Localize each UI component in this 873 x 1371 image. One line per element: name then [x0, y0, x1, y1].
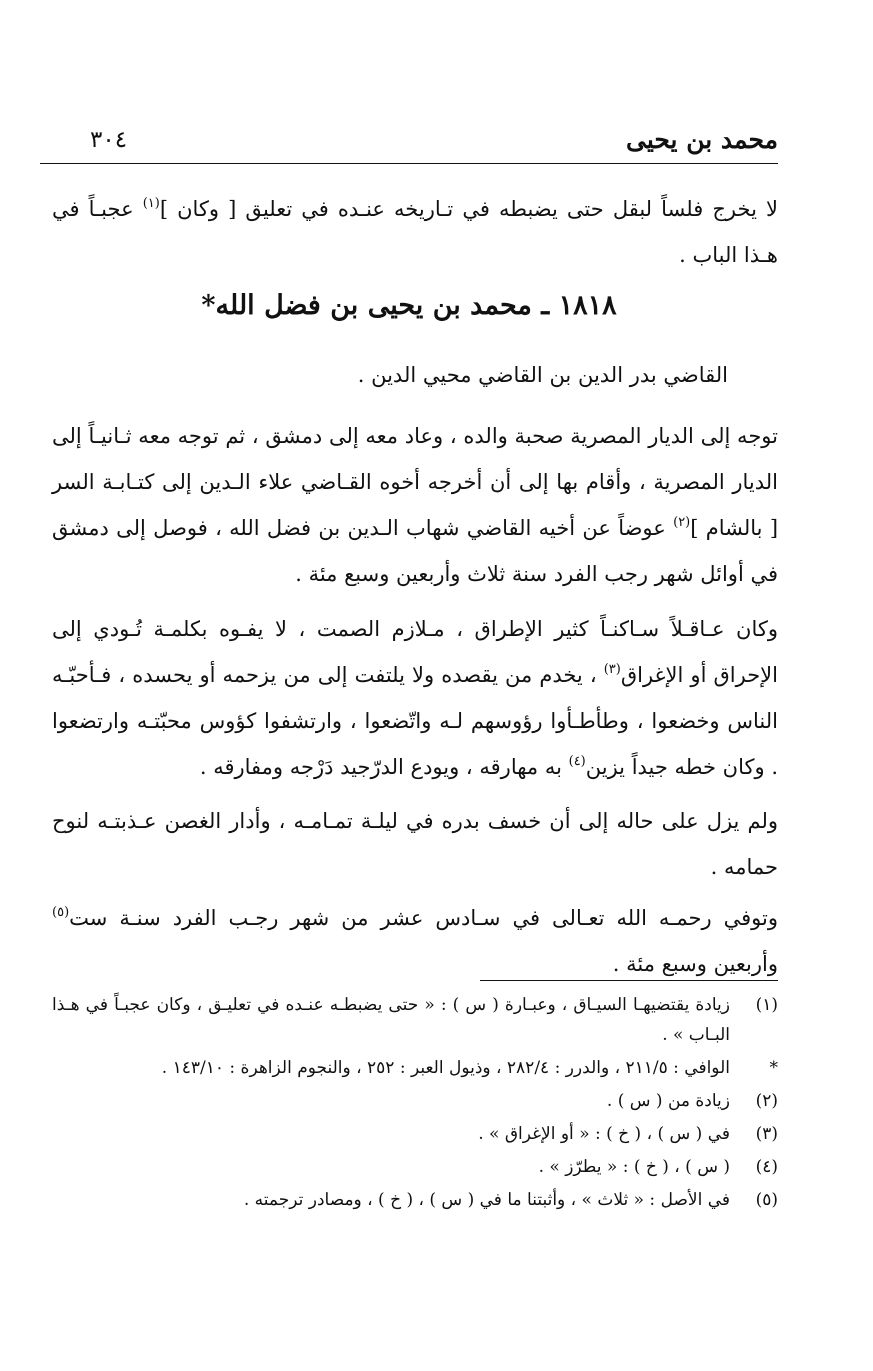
text-run: وأربعين وسبع مئة . [612, 952, 778, 976]
footnote-mark: (٤) [755, 1157, 778, 1177]
footnote-mark: (٣) [755, 1124, 778, 1144]
footnote-mark: (١) [755, 995, 778, 1015]
text-run: به مهارقه ، ويودع الدرّجيد دَرْجه ومفارقه . [199, 755, 569, 779]
footnote-ref: (١) [142, 196, 160, 211]
text-run: توجه إلى الديار المصرية صحبة والده ، وعاد معه إلى دمشق ، ثم توجه معه ثـانيـاً إلى الديار المصرية ، وأقام بها إلى أن أخرجه أخوه القـاضي علاء الـدين إلى كتـابـة السر [ بالشام ] [52, 424, 779, 540]
footnote [52, 1185, 778, 1215]
footnote [52, 1053, 778, 1083]
paragraph-3: ولم يزل على حاله إلى أن خسف بدره في ليلـة تمـامـه ، وأدار الغصن عـذبتـه لنوح حمامه . [52, 809, 778, 879]
text-run: عجبـاً في هـذا الباب . [52, 197, 778, 267]
text-run: ، يخدم من يقصده ولا يلتفت إلى من يزحمه أو يحسده ، فـأحبّـه الناس وخضعوا ، وطأطـأوا رؤوسهم لـه واتّضعوا ، وارتشفوا كؤوس محبّتـه وارتضعوا . وكان خطه جيداً يزين [52, 663, 778, 779]
paragraph-4 [52, 895, 778, 987]
footnote-text: في ( س ) ، ( خ ) : « أو الإغراق » . [478, 1124, 730, 1144]
text-run: وتوفي رحمـه الله تعـالى في سـادس عشر من شهر رجـب الفرد سنـة ست [69, 906, 778, 930]
footnote [52, 1086, 778, 1116]
footnote-text: في الأصل : « ثلاث » ، وأثبتنا ما في ( س ) ، ( خ ) ، ومصادر ترجمته . [243, 1190, 730, 1210]
continuation-paragraph [52, 186, 778, 278]
running-header [40, 125, 778, 165]
footnote-ref: (٣) [603, 662, 621, 677]
footnote [52, 1119, 778, 1149]
entry-heading: ١٨١٨ ـ محمد بن يحيى بن فضل الله* [201, 290, 617, 321]
footnote-text: زيادة يقتضيهـا السيـاق ، وعبـارة ( س ) : « حتى يضبطـه عنـده في تعليـق ، وكان عجبـاً في هـذا البـاب » . [52, 995, 730, 1045]
footnote-mark: (٥) [755, 1190, 778, 1210]
footnote-rule [480, 980, 778, 981]
entry-name-line: القاضي بدر الدين بن القاضي محيي الدين . [357, 363, 728, 387]
running-title: محمد بن يحيى [626, 125, 778, 154]
footnote-mark: * [769, 1058, 778, 1078]
footnote-text: ( س ) ، ( خ ) : « يطرّز » . [538, 1157, 730, 1177]
page-number: ٣٠٤ [90, 127, 128, 153]
paragraph-2 [52, 606, 778, 790]
text-run: وكان عـاقـلاً سـاكنـاً كثير الإطراق ، مـلازم الصمت ، لا يفـوه بكلمـة تُـودي إلى الإحراق أو الإغراق [52, 617, 778, 687]
text-run: لا يخرج فلساً لبقل حتى يضبطه في تـاريخه عنـده في تعليق [ وكان ] [159, 197, 778, 221]
footnote-text: الوافي : ٢١١/٥ ، والدرر : ٢٨٢/٤ ، وذيول العبر : ٢٥٢ ، والنجوم الزاهرة : ١٤٣/١٠ . [161, 1058, 730, 1078]
footnote [52, 990, 778, 1050]
footnote [52, 1152, 778, 1182]
text-run: عوضاً عن أخيه القاضي شهاب الـدين بن فضل الله ، فوصل إلى دمشق في أوائل شهر رجب الفرد سنة ثلاث وأربعين وسبع مئة . [52, 516, 778, 586]
footnote-text: زيادة من ( س ) . [606, 1091, 730, 1111]
header-rule [40, 163, 778, 164]
footnotes [52, 990, 778, 1218]
footnote-mark: (٢) [755, 1091, 778, 1111]
footnote-ref: (٢) [673, 515, 691, 530]
paragraph-1 [52, 413, 778, 597]
footnote-ref: (٤) [568, 754, 586, 769]
footnote-ref: (٥) [52, 905, 70, 920]
